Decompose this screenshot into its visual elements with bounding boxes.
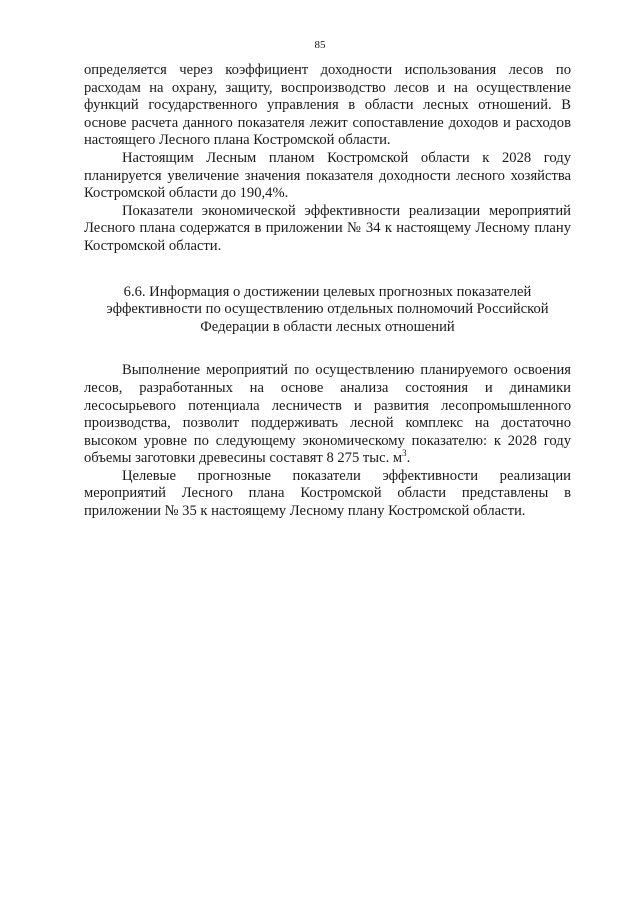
document-body [84,62,571,521]
section-heading-line-1: 6.6. Информация о достижении целевых прогнозных показателей [123,283,532,300]
cubic-superscript: 3 [402,448,407,459]
page-number: 85 [314,39,326,51]
paragraph-efficiency-indicators: Показатели экономической эффективности реализации мероприятий Лесного плана содержатся в приложении № 34 к настоящему Лесному плану Костромской области. [84,202,571,254]
paragraph-profitability-forecast: Настоящим Лесным планом Костромской области к 2028 году планируется увеличение значения показателя доходности лесного хозяйства Костромской области до 190,4%. [84,149,571,202]
section-heading-line-3: Федерации в области лесных отношений [200,318,455,335]
section-heading-line-2: эффективности по осуществлению отдельных полномочий Российской [106,301,549,318]
paragraph-harvest-volume [84,362,571,468]
section-heading [84,284,571,337]
paragraph-continuation: определяется через коэффициент доходности использования лесов по расходам на охрану, защиту, воспроизводство лесов и на осуществление функций государственного управления в области лесных отношений. В основе расчета данного показателя лежит сопоставление доходов и расходов настоящего Лесного плана Костромской области. [84,62,571,149]
harvest-volume-period: . [406,450,411,467]
paragraph-target-indicators: Целевые прогнозные показатели эффективности реализации мероприятий Лесного плана Костромской области представлены в приложении № 35 к настоящему Лесному плану Костромской области. [84,467,571,520]
harvest-volume-text: Выполнение мероприятий по осуществлению планируемого освоения лесов, разработанных на основе анализа состояния и динамики лесосырьевого потенциала лесничеств и развития лесопромышленного производства, позволит поддерживать лесной комплекс на достаточно высоком уровне по следующему экономическому показателю: к 2028 году объемы заготовки древесины составят 8 275 тыс. м [84,362,571,467]
